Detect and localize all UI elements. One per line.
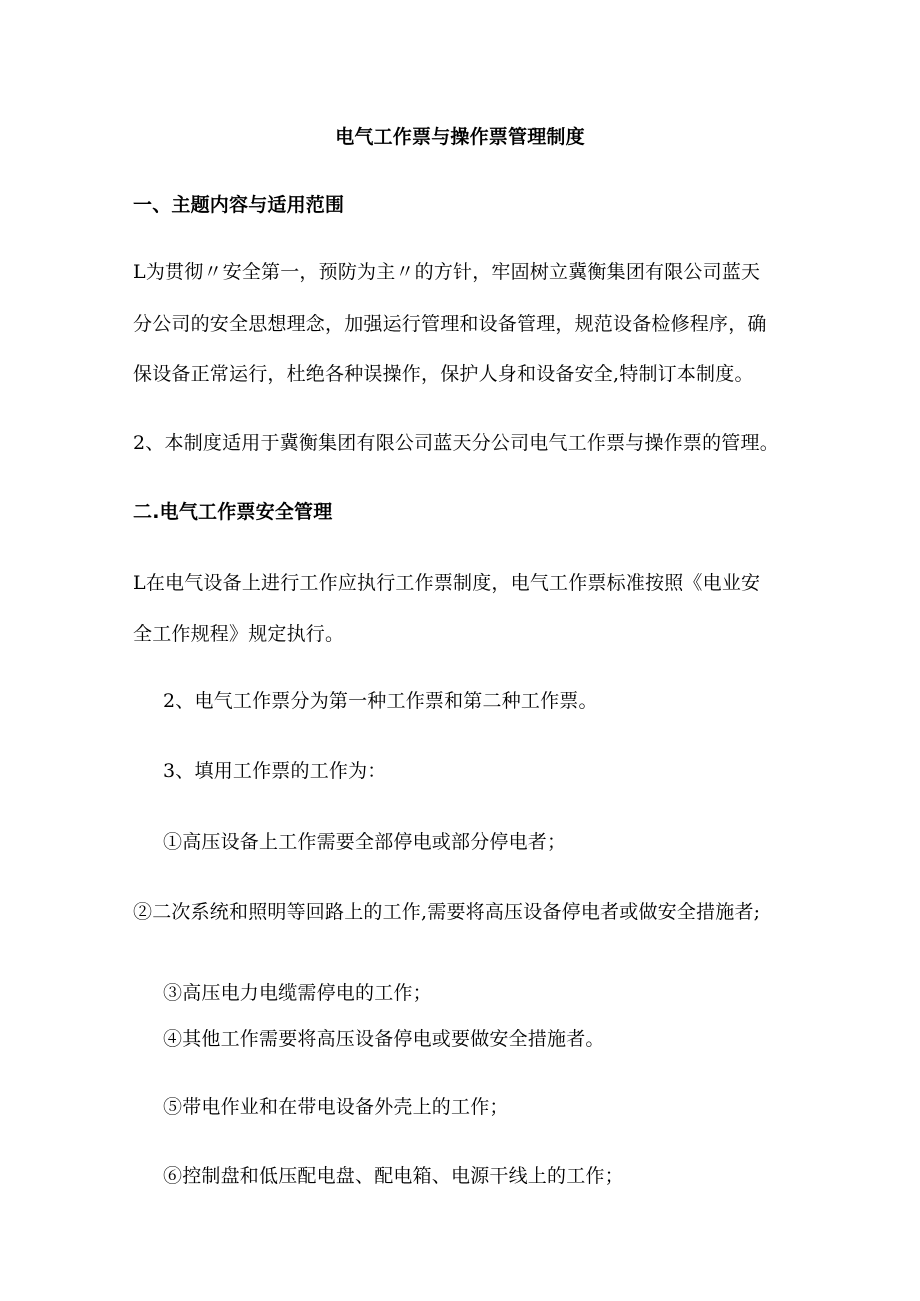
- paragraph-line: 2、本制度适用于冀衡集团有限公司蓝天分公司电气工作票与操作票的管理。: [133, 432, 779, 454]
- sub-list-item: ③高压电力电缆需停电的工作；: [163, 982, 432, 1004]
- document-title: 电气工作票与操作票管理制度: [335, 126, 585, 148]
- sub-list-item: ②二次系统和照明等回路上的工作,需要将高压设备停电者或做安全措施者;: [133, 901, 761, 923]
- section2-heading: 二.电气工作票安全管理: [133, 501, 333, 523]
- list-item: 2、电气工作票分为第一种工作票和第二种工作票。: [163, 690, 598, 712]
- section1-heading: 一、主题内容与适用范围: [133, 194, 345, 216]
- paragraph-line: L为贯彻〃安全第一，预防为主〃的方针，牢固树立冀衡集团有限公司蓝天: [133, 261, 761, 283]
- paragraph-line: 分公司的安全思想理念，加强运行管理和设备管理，规范设备检修程序，确: [133, 313, 767, 335]
- paragraph-line: 全工作规程》规定执行。: [133, 623, 345, 645]
- list-item: 3、填用工作票的工作为：: [163, 760, 387, 782]
- sub-list-item: ⑤带电作业和在带电设备外壳上的工作；: [163, 1096, 509, 1118]
- paragraph-line: 保设备正常运行，杜绝各种误操作，保护人身和设备安全,特制订本制度。: [133, 363, 754, 385]
- sub-list-item: ①高压设备上工作需要全部停电或部分停电者；: [163, 831, 567, 853]
- paragraph-line: L在电气设备上进行工作应执行工作票制度，电气工作票标准按照《电业安: [133, 572, 761, 594]
- sub-list-item: ⑥控制盘和低压配电盘、配电箱、电源干线上的工作；: [163, 1165, 624, 1187]
- sub-list-item: ④其他工作需要将高压设备停电或要做安全措施者。: [163, 1028, 605, 1050]
